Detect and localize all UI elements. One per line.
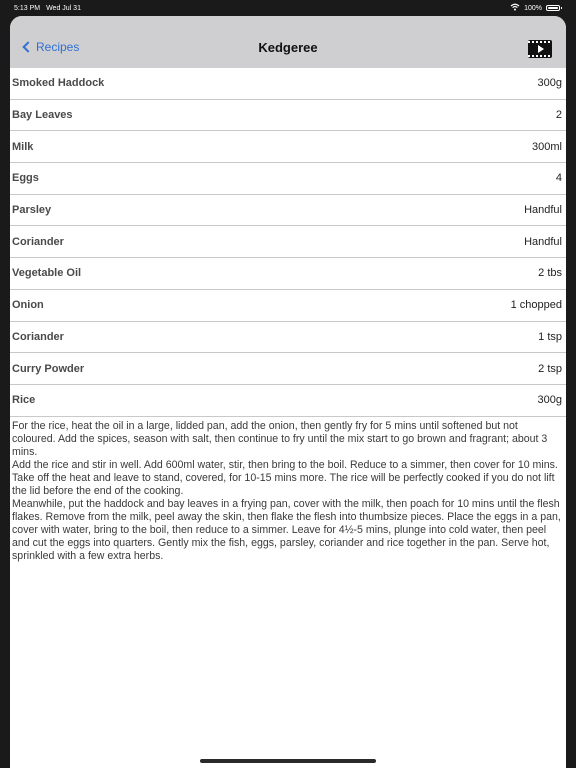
ingredient-row — [10, 385, 566, 417]
status-time: 5:13 PM — [14, 4, 41, 12]
recipe-screen — [10, 16, 566, 768]
status-right — [510, 3, 560, 13]
navigation-bar — [10, 16, 566, 68]
ingredient-quantity: 2 tbs — [538, 267, 562, 280]
ingredient-name: Milk — [12, 140, 34, 153]
ingredient-row — [10, 290, 566, 322]
method-paragraph: Add the rice and stir in well. Add 600ml water, stir, then bring to the boil. Reduce to a simmer, then cover for 10 mins. Take off the heat and leave to stand, covered, for 10-15 mins more. The rice will be perfectly cooked if you do not lift the lid before the end of the cooking. — [12, 458, 558, 497]
ingredient-quantity: 4 — [555, 172, 562, 185]
ingredient-name: Smoked Haddock — [12, 77, 105, 90]
ingredient-name: Coriander — [12, 235, 64, 248]
ingredient-row — [10, 100, 566, 132]
status-date: Wed Jul 31 — [46, 4, 81, 12]
ingredient-row — [10, 68, 566, 100]
battery-icon — [546, 5, 560, 11]
ingredient-row — [10, 258, 566, 290]
ingredient-row — [10, 322, 566, 354]
ingredient-quantity: 1 chopped — [510, 299, 562, 312]
method-paragraph: Meanwhile, put the haddock and bay leaves in a frying pan, cover with the milk, then poach for 10 mins until the flesh flakes. Remove from the milk, peel away the skin, then flake the flesh into thumbsize pieces. Place the eggs in a pan, cover with water, bring to the boil, then reduce to a simmer. Leave for 4½-5 mins, plunge into cold water, then peel and cut the eggs into quarters. Gently mix the fish, eggs, parsley, coriander and rice together in the pan. Serve hot, sprinkled with a few extra herbs. — [12, 497, 561, 562]
ingredient-row — [10, 163, 566, 195]
ingredient-row — [10, 131, 566, 163]
status-left — [14, 5, 81, 12]
ingredient-quantity: 300g — [537, 77, 562, 90]
ingredient-quantity: 300g — [537, 394, 562, 407]
ingredient-name: Rice — [12, 394, 36, 407]
ingredient-quantity: 2 tsp — [538, 362, 562, 375]
method-text — [10, 417, 566, 563]
film-strip-bottom — [528, 55, 552, 57]
battery-percent: 100% — [524, 4, 542, 12]
status-bar — [0, 0, 576, 16]
ingredient-name: Onion — [12, 299, 44, 312]
page-title: Kedgeree — [258, 40, 318, 55]
ingredient-row — [10, 353, 566, 385]
ingredient-quantity: 1 tsp — [538, 330, 562, 343]
ingredient-name: Parsley — [12, 204, 52, 217]
ingredient-list — [10, 68, 566, 417]
ingredient-quantity: 300ml — [532, 140, 562, 153]
method-paragraph: For the rice, heat the oil in a large, lidded pan, add the onion, then gently fry for 5 mins until softened but not coloured. Add the spices, season with salt, then continue to fry until the mix start to go brown and fragrant; about 3 mins. — [12, 419, 548, 458]
ingredient-name: Coriander — [12, 330, 64, 343]
ingredient-row — [10, 226, 566, 258]
ingredient-quantity: 2 — [555, 109, 562, 122]
play-icon — [538, 45, 544, 53]
wifi-icon — [510, 3, 520, 13]
film-strip-top — [528, 41, 552, 43]
ingredient-name: Vegetable Oil — [12, 267, 82, 280]
ingredient-name: Curry Powder — [12, 362, 85, 375]
video-film-icon[interactable] — [528, 40, 552, 58]
home-indicator — [200, 759, 376, 763]
ingredient-row — [10, 195, 566, 227]
back-button-label: Recipes — [36, 40, 80, 54]
ingredient-quantity: Handful — [524, 235, 562, 248]
ingredient-name: Eggs — [12, 172, 39, 185]
ingredient-quantity: Handful — [524, 204, 562, 217]
ingredient-name: Bay Leaves — [12, 109, 73, 122]
